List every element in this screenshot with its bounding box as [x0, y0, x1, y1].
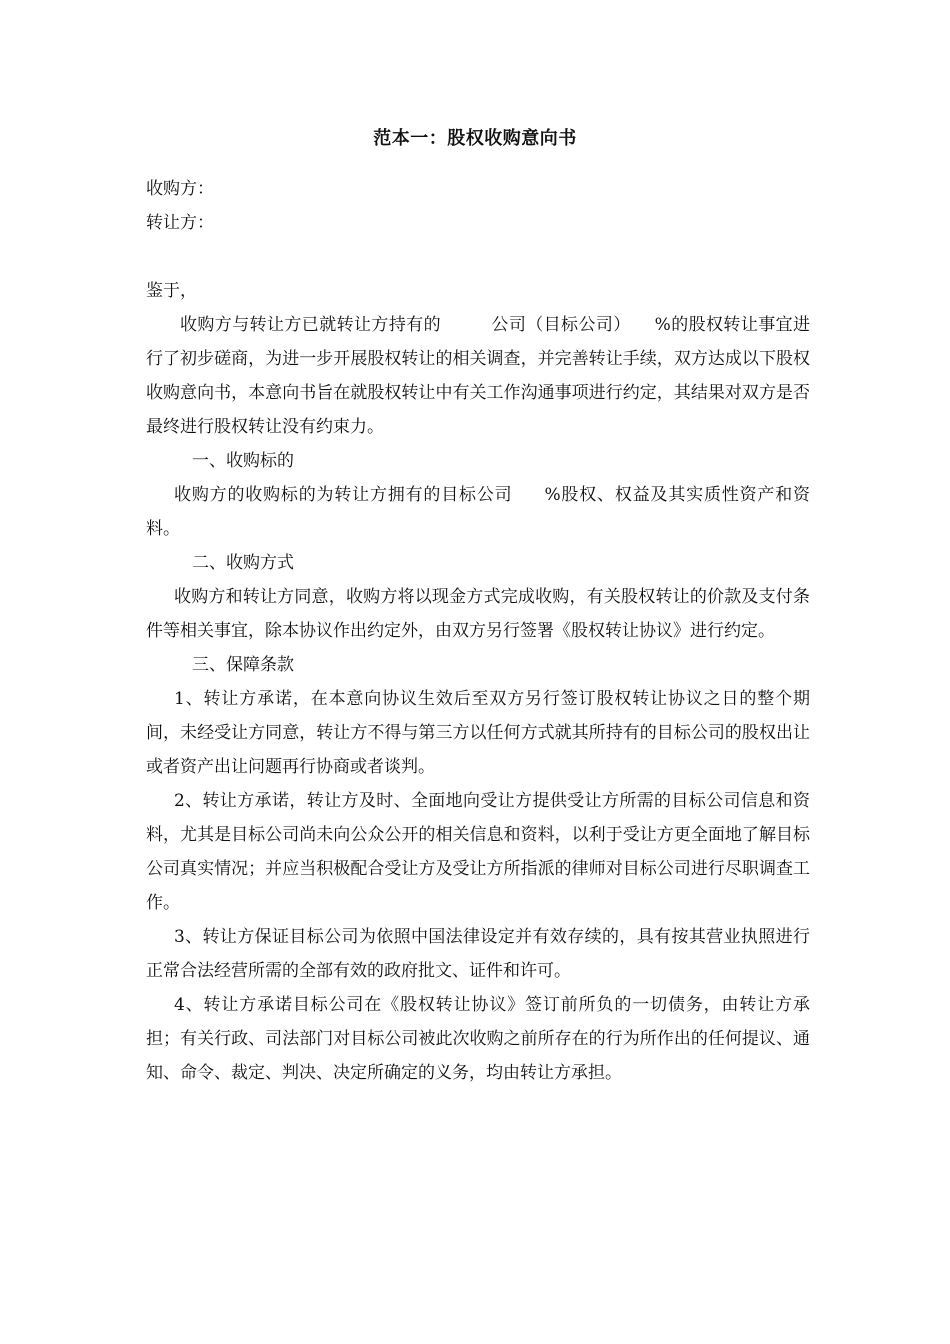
section-2-heading: 二、收购方式: [192, 553, 294, 573]
document-body: [146, 172, 810, 1090]
section-1-part-a: 收购方的收购标的为转让方拥有的目标公司: [174, 485, 513, 505]
section-1-part-b: %股权、权益及其实质性资产和资料。: [146, 485, 811, 539]
whereas-label: 鉴于，: [146, 281, 197, 301]
section-1-paragraph: [146, 478, 810, 546]
clause-1: 1、转让方承诺，在本意向协议生效后至双方另行签订股权转让协议之日的整个期间，未经受让方同意，转让方不得与第三方以任何方式就其所持有的目标公司的股权出让或者资产出让问题再行协商或者谈判。: [146, 689, 810, 777]
buyer-label: 收购方：: [146, 179, 214, 199]
clause-2: 2、转让方承诺，转让方及时、全面地向受让方提供受让方所需的目标公司信息和资料，尤其是目标公司尚未向公众公开的相关信息和资料，以利于受让方更全面地了解目标公司真实情况；并应当积极配合受让方及受让方所指派的律师对目标公司进行尽职调查工作。: [146, 791, 810, 913]
section-3-heading: 三、保障条款: [192, 655, 294, 675]
seller-label: 转让方：: [146, 213, 214, 233]
clause-4: 4、转让方承诺目标公司在《股权转让协议》签订前所负的一切债务，由转让方承担；有关行政、司法部门对目标公司被此次收购之前所存在的行为所作出的任何提议、通知、命令、裁定、判决、决定所确定的义务，均由转让方承担。: [146, 995, 810, 1083]
clause-3: 3、转让方保证目标公司为依照中国法律设定并有效存续的，具有按其营业执照进行正常合法经营所需的全部有效的政府批文、证件和许可。: [146, 927, 810, 981]
document-title: 范本一：股权收购意向书: [373, 128, 577, 149]
section-1-heading: 一、收购标的: [192, 451, 294, 471]
intro-paragraph: [146, 308, 810, 444]
intro-part-a: 收购方与转让方已就转让方持有的: [180, 315, 442, 335]
section-2-paragraph: 收购方和转让方同意，收购方将以现金方式完成收购，有关股权转让的价款及支付条件等相关事宜，除本协议作出约定外，由双方另行签署《股权转让协议》进行约定。: [146, 587, 810, 641]
blank-line: [146, 240, 810, 274]
intro-part-b: 公司（目标公司）: [491, 315, 631, 335]
intro-part-c: %的股权转让事宜进行了初步磋商，为进一步开展股权转让的相关调查，并完善转让手续，双方达成以下股权收购意向书，本意向书旨在就股权转让中有关工作沟通事项进行约定，其结果对双方是否最终进行股权转让没有约束力。: [146, 315, 811, 437]
